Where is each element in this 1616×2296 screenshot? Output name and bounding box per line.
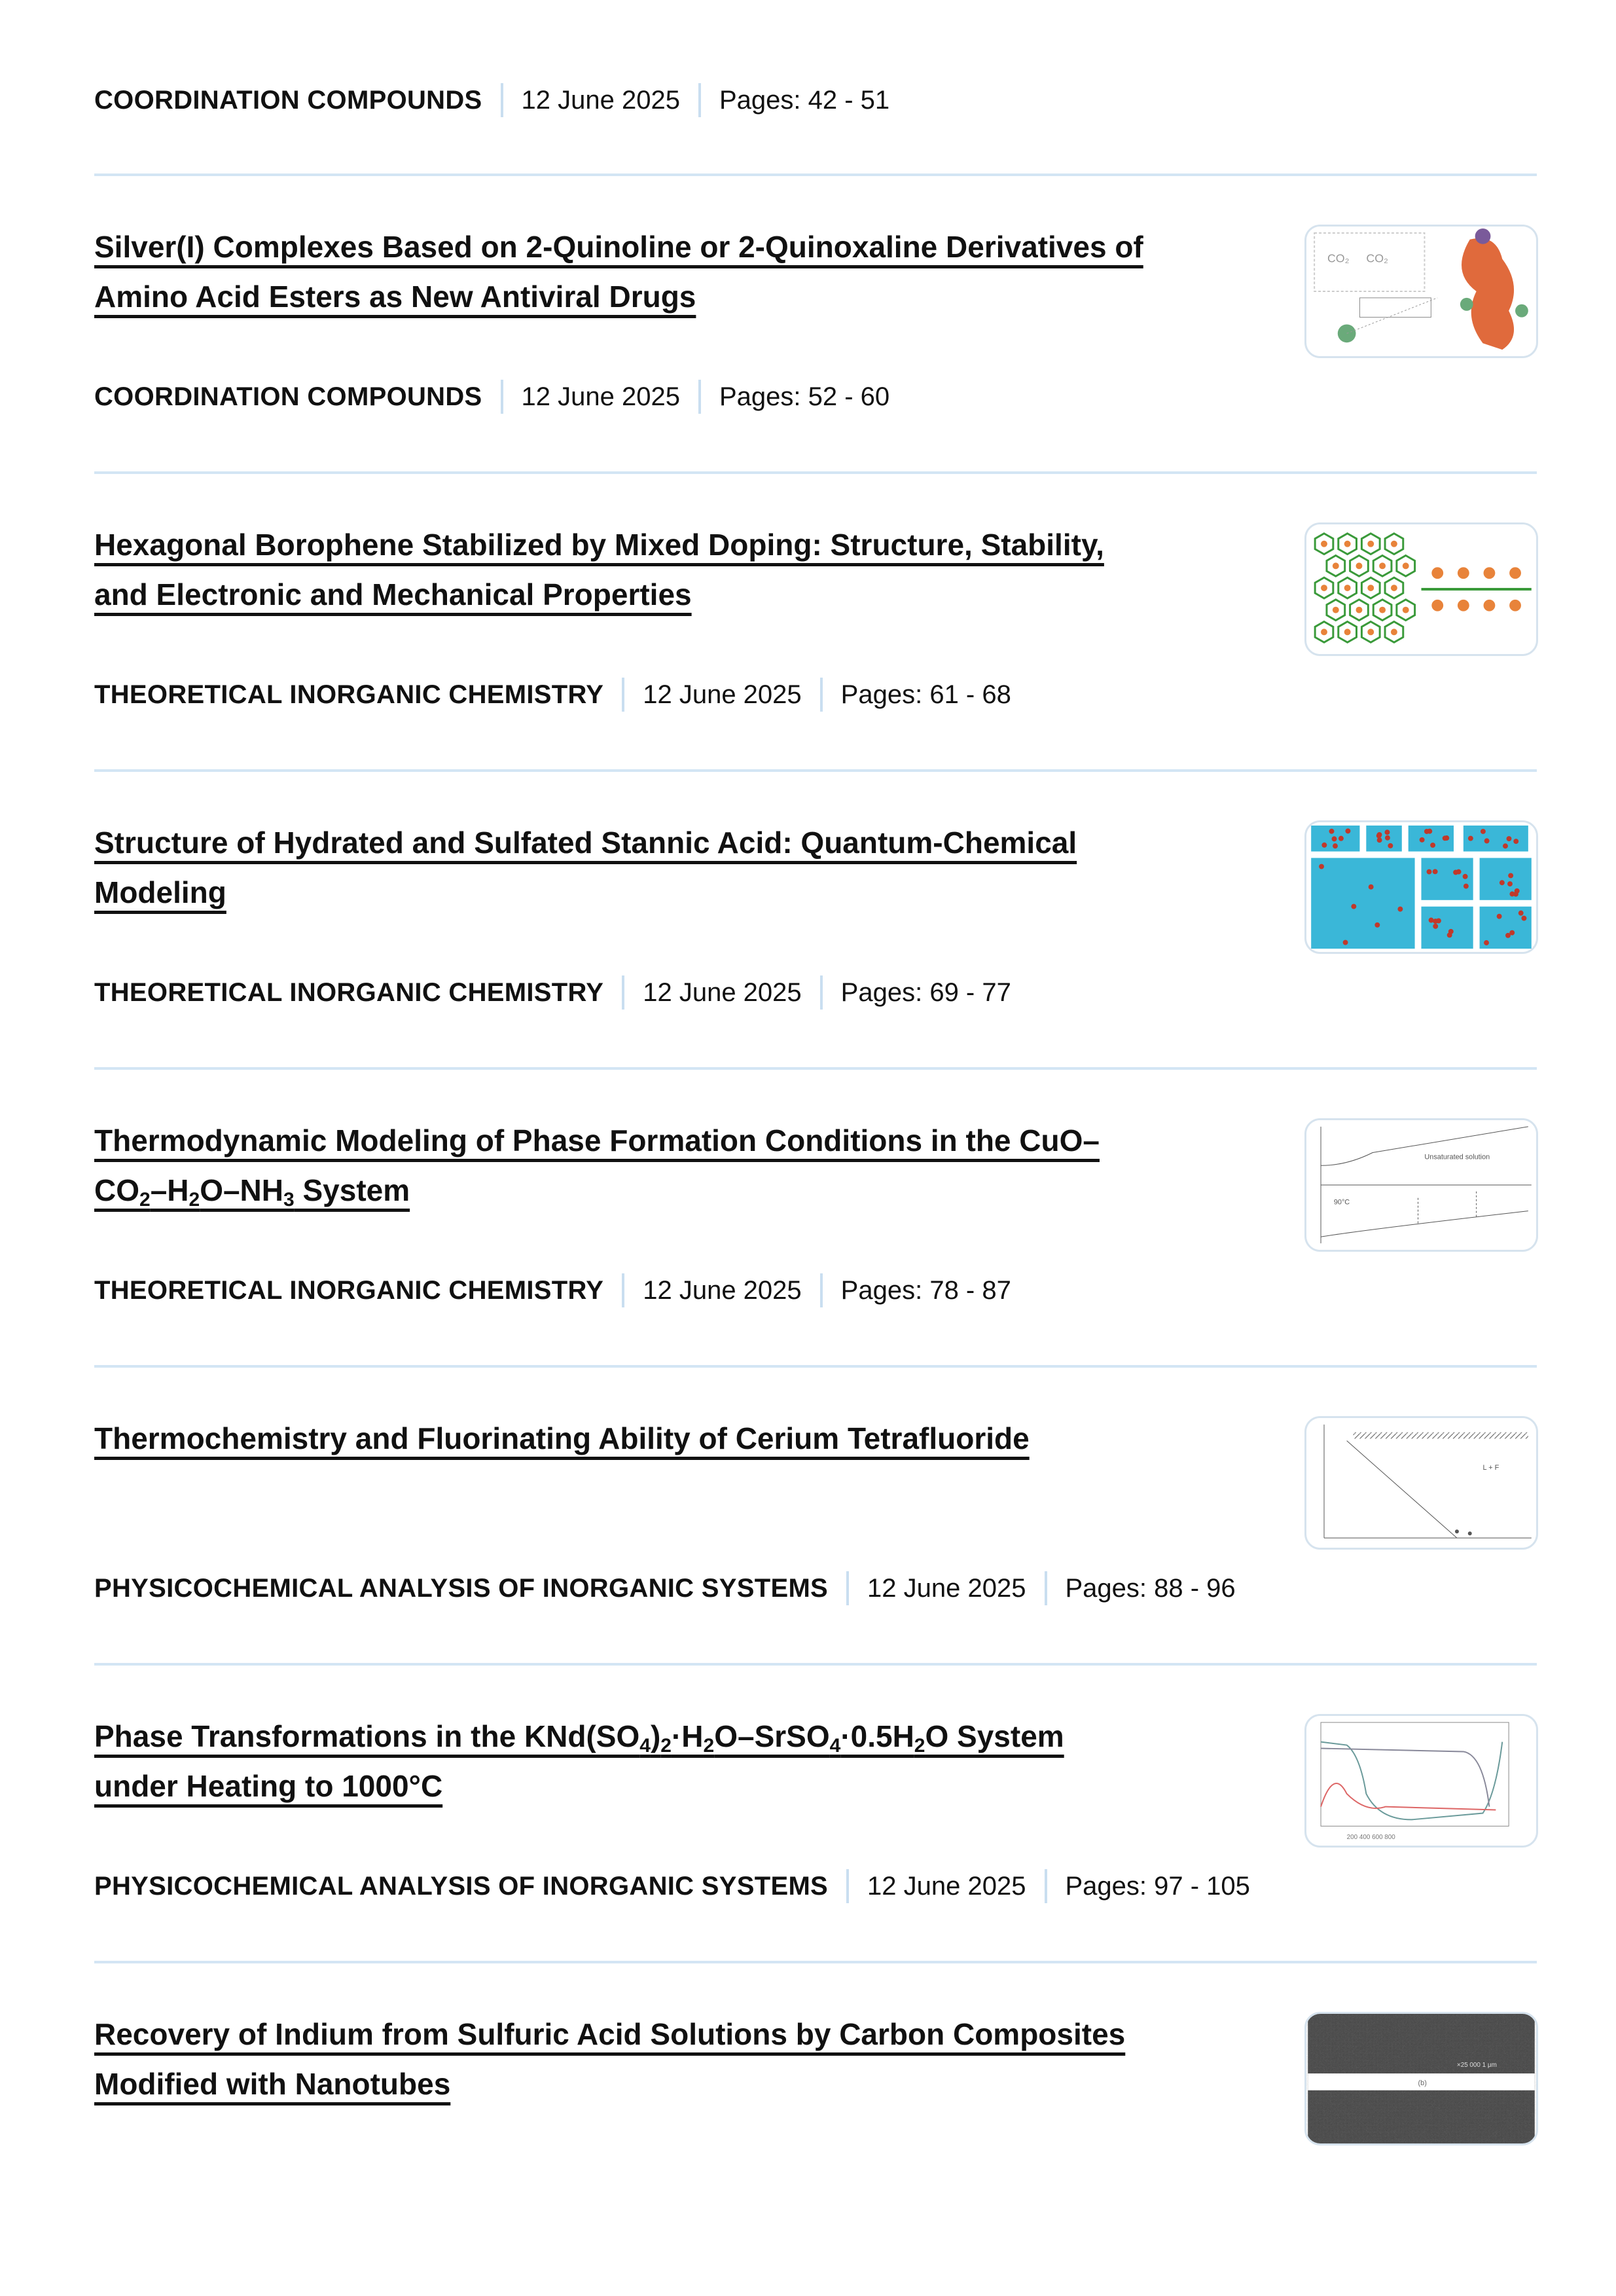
subscript: 3 bbox=[283, 1189, 295, 1211]
svg-text:Unsaturated solution: Unsaturated solution bbox=[1424, 1153, 1490, 1161]
article-title-link[interactable]: Modified with Nanotubes bbox=[94, 2067, 451, 2101]
svg-text:CO₂: CO₂ bbox=[1327, 251, 1350, 265]
subscript: 2 bbox=[914, 1735, 925, 1757]
divider bbox=[94, 471, 1537, 474]
article-meta bbox=[94, 82, 889, 118]
divider bbox=[1045, 1571, 1047, 1605]
svg-text:90°C: 90°C bbox=[1333, 1198, 1350, 1207]
article-title bbox=[94, 520, 1272, 619]
article-title bbox=[94, 1711, 1272, 1811]
article-title bbox=[94, 2009, 1272, 2109]
divider bbox=[94, 1663, 1537, 1666]
article-meta bbox=[94, 1570, 1236, 1607]
article-title-link[interactable]: Modeling bbox=[94, 875, 226, 909]
publication-date: 12 June 2025 bbox=[643, 1275, 802, 1305]
article-title-line bbox=[94, 2009, 1272, 2059]
publication-date: 12 June 2025 bbox=[643, 680, 802, 709]
article-meta bbox=[94, 1272, 1011, 1309]
subscript: 4 bbox=[829, 1735, 841, 1757]
article-title bbox=[94, 818, 1272, 917]
divider bbox=[846, 1869, 849, 1903]
category-link[interactable]: PHYSICOCHEMICAL ANALYSIS OF INORGANIC SYSTEMS bbox=[94, 1871, 829, 1901]
article-title-link[interactable]: Phase Transformations in the $KNd(SO_4)_2\cdot H_2O-SrSO_4\cdot 0.5H_2O$ System bbox=[94, 1719, 1064, 1757]
article-title bbox=[94, 1116, 1272, 1215]
article-title-line bbox=[94, 272, 1272, 321]
article-title-link[interactable]: and Electronic and Mechanical Properties bbox=[94, 577, 692, 611]
page-range: Pages: 42 - 51 bbox=[719, 85, 890, 115]
divider bbox=[622, 975, 624, 1010]
svg-text:CO₂: CO₂ bbox=[1366, 251, 1388, 265]
divider bbox=[94, 1365, 1537, 1368]
category-link[interactable]: COORDINATION COMPOUNDS bbox=[94, 382, 482, 411]
divider bbox=[94, 1961, 1537, 1963]
phase-diagram-thumbnail[interactable] bbox=[1304, 1118, 1538, 1252]
publication-date: 12 June 2025 bbox=[521, 85, 680, 115]
article-title-link[interactable]: Structure of Hydrated and Sulfated Stannic Acid: Quantum-Chemical bbox=[94, 826, 1077, 860]
divider bbox=[820, 1273, 823, 1307]
article-meta bbox=[94, 676, 1011, 713]
subscript: 4 bbox=[639, 1735, 651, 1757]
article-title-link[interactable]: Thermodynamic Modeling of Phase Formation Conditions in the CuO– bbox=[94, 1123, 1100, 1157]
antiviral-illustration-thumbnail[interactable] bbox=[1304, 225, 1538, 358]
category-link[interactable]: THEORETICAL INORGANIC CHEMISTRY bbox=[94, 1275, 604, 1305]
article-title-link[interactable]: Amino Acid Esters as New Antiviral Drugs bbox=[94, 280, 696, 314]
publication-date: 12 June 2025 bbox=[521, 382, 680, 411]
category-link[interactable]: COORDINATION COMPOUNDS bbox=[94, 85, 482, 115]
divider bbox=[501, 380, 503, 414]
divider bbox=[820, 678, 823, 712]
page-range: Pages: 52 - 60 bbox=[719, 382, 890, 411]
divider bbox=[698, 380, 701, 414]
publication-date: 12 June 2025 bbox=[643, 977, 802, 1007]
svg-text:200 400 600 800: 200 400 600 800 bbox=[1346, 1834, 1395, 1842]
article-title-line bbox=[94, 520, 1272, 570]
divider bbox=[698, 83, 701, 117]
article-title-link[interactable]: Thermochemistry and Fluorinating Ability of Cerium Tetrafluoride bbox=[94, 1421, 1030, 1455]
divider bbox=[94, 173, 1537, 176]
article-title-line bbox=[94, 1413, 1272, 1463]
divider bbox=[94, 769, 1537, 772]
article-title-line bbox=[94, 570, 1272, 619]
borophene-lattice-thumbnail[interactable] bbox=[1304, 522, 1538, 656]
page-range: Pages: 97 - 105 bbox=[1065, 1871, 1250, 1901]
article-title bbox=[94, 1413, 1272, 1463]
subscript: 2 bbox=[189, 1189, 200, 1211]
svg-text:L + F: L + F bbox=[1482, 1464, 1499, 1472]
article-title-link[interactable]: under Heating to 1000°C bbox=[94, 1769, 443, 1803]
article-title-line bbox=[94, 867, 1272, 917]
article-title-link[interactable]: Hexagonal Borophene Stabilized by Mixed Doping: Structure, Stability, bbox=[94, 528, 1104, 562]
category-link[interactable]: PHYSICOCHEMICAL ANALYSIS OF INORGANIC SYSTEMS bbox=[94, 1573, 829, 1603]
fluorination-chart-thumbnail[interactable] bbox=[1304, 1416, 1538, 1550]
page-range: Pages: 88 - 96 bbox=[1065, 1573, 1236, 1603]
article-meta bbox=[94, 378, 889, 415]
article-title-line bbox=[94, 2059, 1272, 2109]
sem-micrograph-thumbnail[interactable] bbox=[1304, 2012, 1538, 2145]
subscript: 2 bbox=[139, 1189, 151, 1211]
page-range: Pages: 69 - 77 bbox=[840, 977, 1011, 1007]
divider bbox=[501, 83, 503, 117]
stannic-acid-models-thumbnail[interactable] bbox=[1304, 820, 1538, 954]
page-range: Pages: 61 - 68 bbox=[840, 680, 1011, 709]
article-title-link[interactable]: Recovery of Indium from Sulfuric Acid Solutions by Carbon Composites bbox=[94, 2017, 1126, 2051]
article-title-line bbox=[94, 222, 1272, 272]
thermal-analysis-curves-thumbnail[interactable] bbox=[1304, 1714, 1538, 1848]
svg-text:×25 000 1 μm: ×25 000 1 μm bbox=[1456, 2062, 1497, 2069]
article-title-line bbox=[94, 1165, 1272, 1215]
publication-date: 12 June 2025 bbox=[867, 1871, 1026, 1901]
divider bbox=[622, 678, 624, 712]
divider bbox=[846, 1571, 849, 1605]
divider bbox=[1045, 1869, 1047, 1903]
article-title-link[interactable]: $CO_2-H_2O-NH_3$ System bbox=[94, 1173, 410, 1211]
article-meta bbox=[94, 974, 1011, 1011]
article-title-line bbox=[94, 818, 1272, 867]
article-title bbox=[94, 222, 1272, 321]
svg-text:(b): (b) bbox=[1418, 2079, 1427, 2087]
article-title-line bbox=[94, 1116, 1272, 1165]
subscript: 2 bbox=[703, 1735, 715, 1757]
article-title-link[interactable]: Silver(I) Complexes Based on 2-Quinoline or 2-Quinoxaline Derivatives of bbox=[94, 230, 1143, 264]
divider bbox=[94, 1067, 1537, 1070]
article-meta bbox=[94, 1868, 1250, 1904]
divider bbox=[622, 1273, 624, 1307]
category-link[interactable]: THEORETICAL INORGANIC CHEMISTRY bbox=[94, 680, 604, 709]
category-link[interactable]: THEORETICAL INORGANIC CHEMISTRY bbox=[94, 977, 604, 1007]
publication-date: 12 June 2025 bbox=[867, 1573, 1026, 1603]
article-title-line bbox=[94, 1711, 1272, 1761]
divider bbox=[820, 975, 823, 1010]
article-title-line bbox=[94, 1761, 1272, 1811]
subscript: 2 bbox=[660, 1735, 672, 1757]
page-range: Pages: 78 - 87 bbox=[840, 1275, 1011, 1305]
